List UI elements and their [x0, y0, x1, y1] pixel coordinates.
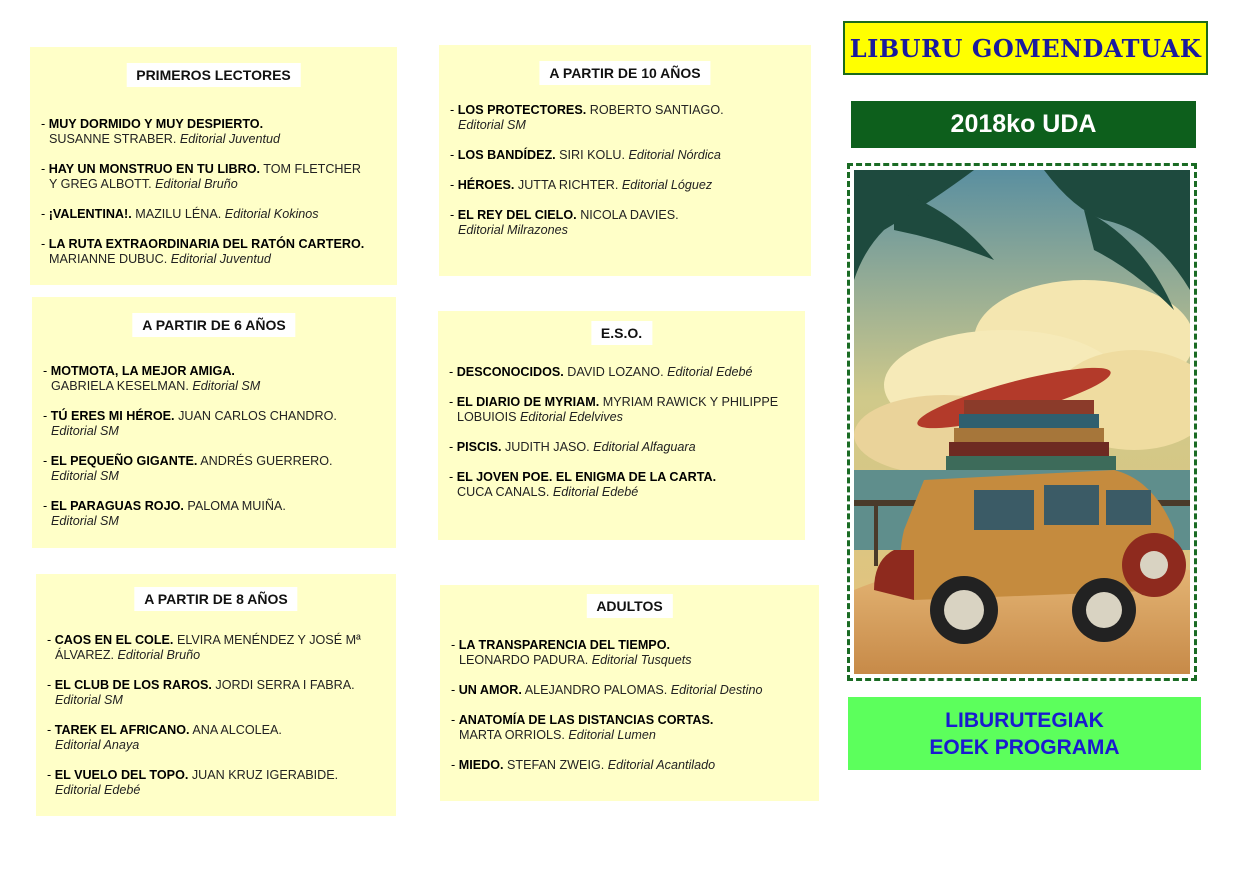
- book-second-line: [43, 514, 396, 529]
- book-publisher: Editorial SM: [55, 693, 123, 707]
- bullet-dash: -: [43, 454, 51, 468]
- book-publisher: Editorial Edebé: [55, 783, 141, 797]
- book-author: JUDITH JASO.: [505, 440, 590, 454]
- cover-illustration: [854, 170, 1190, 674]
- book-author: Y GREG ALBOTT.: [49, 177, 152, 191]
- book-publisher: Editorial Alfaguara: [593, 440, 696, 454]
- book-second-line: [47, 738, 396, 753]
- book-entry: [43, 364, 396, 394]
- book-author: JUAN CARLOS CHANDRO.: [178, 409, 337, 423]
- section-title: PRIMEROS LECTORES: [126, 63, 301, 87]
- book-author: GABRIELA KESELMAN.: [51, 379, 189, 393]
- book-author: SUSANNE STRABER.: [49, 132, 177, 146]
- book-author: JORDI SERRA I FABRA.: [215, 678, 355, 692]
- book-list: [451, 638, 819, 788]
- bullet-dash: -: [451, 713, 459, 727]
- book-second-line: [43, 424, 396, 439]
- book-author: MARTA ORRIOLS.: [459, 728, 565, 742]
- book-entry: [43, 409, 396, 439]
- bullet-dash: -: [47, 723, 55, 737]
- bullet-dash: -: [449, 365, 457, 379]
- bullet-dash: -: [41, 162, 49, 176]
- book-publisher: Editorial SM: [192, 379, 261, 393]
- book-entry: [450, 148, 811, 163]
- book-second-line: [41, 132, 397, 147]
- book-title: MUY DORMIDO Y MUY DESPIERTO.: [48, 117, 264, 131]
- bullet-dash: -: [47, 633, 55, 647]
- book-entry: [41, 237, 397, 267]
- book-title: TÚ ERES MI HÉROE.: [50, 409, 175, 423]
- book-publisher: Editorial Kokinos: [224, 207, 319, 221]
- book-title: UN AMOR.: [458, 683, 522, 697]
- book-author: DAVID LOZANO.: [567, 365, 664, 379]
- book-title: LA TRANSPARENCIA DEL TIEMPO.: [458, 638, 671, 652]
- book-list: [450, 103, 811, 253]
- book-author: MAZILU LÉNA.: [135, 207, 222, 221]
- book-entry: [41, 162, 397, 192]
- book-author: JUAN KRUZ IGERABIDE.: [191, 768, 339, 782]
- book-title: ¡VALENTINA!.: [48, 207, 132, 221]
- brochure-title: [843, 21, 1208, 75]
- book-publisher: Editorial Lumen: [568, 728, 656, 742]
- book-title: LOS BANDÍDEZ.: [457, 148, 556, 162]
- book-title: EL REY DEL CIELO.: [457, 208, 577, 222]
- book-author: ÁLVAREZ.: [55, 648, 115, 662]
- book-publisher: Editorial Bruño: [117, 648, 201, 662]
- book-title: DESCONOCIDOS.: [456, 365, 564, 379]
- book-second-line: [43, 469, 396, 484]
- book-publisher: Editorial SM: [51, 514, 119, 528]
- book-entry: [43, 499, 396, 529]
- book-publisher: Editorial SM: [458, 118, 526, 132]
- book-second-line: [450, 223, 811, 238]
- book-entry: [47, 723, 396, 753]
- book-publisher: Editorial Edebé: [552, 485, 639, 499]
- book-entry: [450, 178, 811, 193]
- book-publisher: Editorial Edebé: [667, 365, 753, 379]
- book-author: MARIANNE DUBUC.: [49, 252, 168, 266]
- book-publisher: Editorial Acantilado: [607, 758, 716, 772]
- section-10-anos: [439, 45, 811, 276]
- book-second-line: [450, 118, 811, 133]
- book-entry: [451, 758, 819, 773]
- book-second-line: [43, 379, 396, 394]
- brochure-title-text: LIBURU GOMENDATUAK: [849, 33, 1202, 63]
- section-adultos: [440, 585, 819, 801]
- bullet-dash: -: [450, 208, 458, 222]
- book-list: [449, 365, 805, 515]
- book-second-line: [41, 177, 397, 192]
- book-author: TOM FLETCHER: [263, 162, 362, 176]
- book-title: MIEDO.: [458, 758, 504, 772]
- book-entry: [451, 713, 819, 743]
- footer-line-2: EOEK PROGRAMA: [929, 735, 1120, 759]
- bullet-dash: -: [451, 638, 459, 652]
- book-author: MYRIAM RAWICK Y PHILIPPE: [602, 395, 779, 409]
- book-title: EL PARAGUAS ROJO.: [50, 499, 184, 513]
- book-publisher: Editorial Bruño: [155, 177, 238, 191]
- book-author: ALEJANDRO PALOMAS.: [524, 683, 668, 697]
- book-second-line: [449, 410, 805, 425]
- book-title: LA RUTA EXTRAORDINARIA DEL RATÓN CARTERO.: [48, 237, 365, 251]
- bullet-dash: -: [450, 178, 458, 192]
- book-author: PALOMA MUIÑA.: [187, 499, 286, 513]
- book-second-line: [451, 728, 819, 743]
- book-second-line: [451, 653, 819, 668]
- bullet-dash: -: [43, 499, 51, 513]
- book-list: [47, 633, 396, 813]
- book-title: CAOS EN EL COLE.: [54, 633, 174, 647]
- book-title: EL CLUB DE LOS RAROS.: [54, 678, 212, 692]
- book-entry: [451, 638, 819, 668]
- book-publisher: Editorial Edelvives: [520, 410, 623, 424]
- bullet-dash: -: [43, 364, 51, 378]
- season-banner: [851, 101, 1196, 148]
- book-title: HÉROES.: [457, 178, 515, 192]
- book-list: [41, 117, 397, 282]
- book-author: JUTTA RICHTER.: [517, 178, 619, 192]
- book-author: ELVIRA MENÉNDEZ Y JOSÉ Mª: [176, 633, 361, 647]
- book-entry: [451, 683, 819, 698]
- book-publisher: Editorial Nórdica: [628, 148, 721, 162]
- book-author: NICOLA DAVIES.: [580, 208, 679, 222]
- book-title: TAREK EL AFRICANO.: [54, 723, 190, 737]
- bullet-dash: -: [449, 470, 457, 484]
- book-entry: [449, 395, 805, 425]
- book-second-line: [449, 485, 805, 500]
- book-entry: [450, 103, 811, 133]
- section-8-anos: [36, 574, 396, 816]
- bullet-dash: -: [451, 683, 459, 697]
- footer-line-1: LIBURUTEGIAK: [945, 708, 1104, 732]
- section-title: E.S.O.: [591, 321, 652, 345]
- book-publisher: Editorial Destino: [670, 683, 763, 697]
- bullet-dash: -: [450, 148, 458, 162]
- cover-illustration-frame: [847, 163, 1197, 681]
- book-entry: [47, 633, 396, 663]
- book-title: EL VUELO DEL TOPO.: [54, 768, 189, 782]
- bullet-dash: -: [41, 237, 49, 251]
- book-title: MOTMOTA, LA MEJOR AMIGA.: [50, 364, 235, 378]
- book-author: LOBUIOIS: [457, 410, 517, 424]
- bullet-dash: -: [451, 758, 459, 772]
- section-title: A PARTIR DE 6 AÑOS: [132, 313, 295, 337]
- book-second-line: [47, 693, 396, 708]
- bullet-dash: -: [450, 103, 458, 117]
- book-publisher: Editorial Lóguez: [621, 178, 713, 192]
- section-primeros-lectores: [30, 47, 397, 285]
- book-entry: [450, 208, 811, 238]
- book-second-line: [41, 252, 397, 267]
- book-author: SIRI KOLU.: [559, 148, 625, 162]
- book-author: CUCA CANALS.: [457, 485, 550, 499]
- book-entry: [41, 117, 397, 147]
- book-title: EL PEQUEÑO GIGANTE.: [50, 454, 198, 468]
- book-publisher: Editorial SM: [51, 469, 119, 483]
- bullet-dash: -: [47, 678, 55, 692]
- book-stack: [946, 400, 1116, 470]
- book-publisher: Editorial Juventud: [179, 132, 280, 146]
- book-publisher: Editorial Milrazones: [458, 223, 568, 237]
- book-author: ROBERTO SANTIAGO.: [589, 103, 724, 117]
- book-entry: [47, 678, 396, 708]
- book-author: ANDRÉS GUERRERO.: [200, 454, 333, 468]
- book-author: STEFAN ZWEIG.: [506, 758, 605, 772]
- book-publisher: Editorial SM: [51, 424, 119, 438]
- section-title: ADULTOS: [586, 594, 672, 618]
- book-entry: [449, 365, 805, 380]
- book-entry: [449, 440, 805, 455]
- book-title: HAY UN MONSTRUO EN TU LIBRO.: [48, 162, 261, 176]
- book-title: PISCIS.: [456, 440, 502, 454]
- book-entry: [449, 470, 805, 500]
- book-second-line: [47, 648, 396, 663]
- book-publisher: Editorial Anaya: [55, 738, 140, 752]
- book-author: ANA ALCOLEA.: [192, 723, 282, 737]
- book-publisher: Editorial Tusquets: [591, 653, 692, 667]
- book-entry: [41, 207, 397, 222]
- section-eso: [438, 311, 805, 540]
- book-list: [43, 364, 396, 544]
- program-footer: [848, 697, 1201, 770]
- bullet-dash: -: [41, 117, 49, 131]
- book-second-line: [47, 783, 396, 798]
- book-title: ANATOMÍA DE LAS DISTANCIAS CORTAS.: [458, 713, 714, 727]
- bullet-dash: -: [47, 768, 55, 782]
- bullet-dash: -: [41, 207, 49, 221]
- bullet-dash: -: [43, 409, 51, 423]
- bullet-dash: -: [449, 395, 457, 409]
- section-6-anos: [32, 297, 396, 548]
- book-title: EL DIARIO DE MYRIAM.: [456, 395, 600, 409]
- book-entry: [47, 768, 396, 798]
- section-title: A PARTIR DE 8 AÑOS: [134, 587, 297, 611]
- season-text: 2018ko UDA: [950, 110, 1097, 138]
- book-title: EL JOVEN POE. EL ENIGMA DE LA CARTA.: [456, 470, 717, 484]
- book-author: LEONARDO PADURA.: [459, 653, 589, 667]
- book-publisher: Editorial Juventud: [170, 252, 271, 266]
- book-entry: [43, 454, 396, 484]
- bullet-dash: -: [449, 440, 457, 454]
- section-title: A PARTIR DE 10 AÑOS: [539, 61, 710, 85]
- book-title: LOS PROTECTORES.: [457, 103, 587, 117]
